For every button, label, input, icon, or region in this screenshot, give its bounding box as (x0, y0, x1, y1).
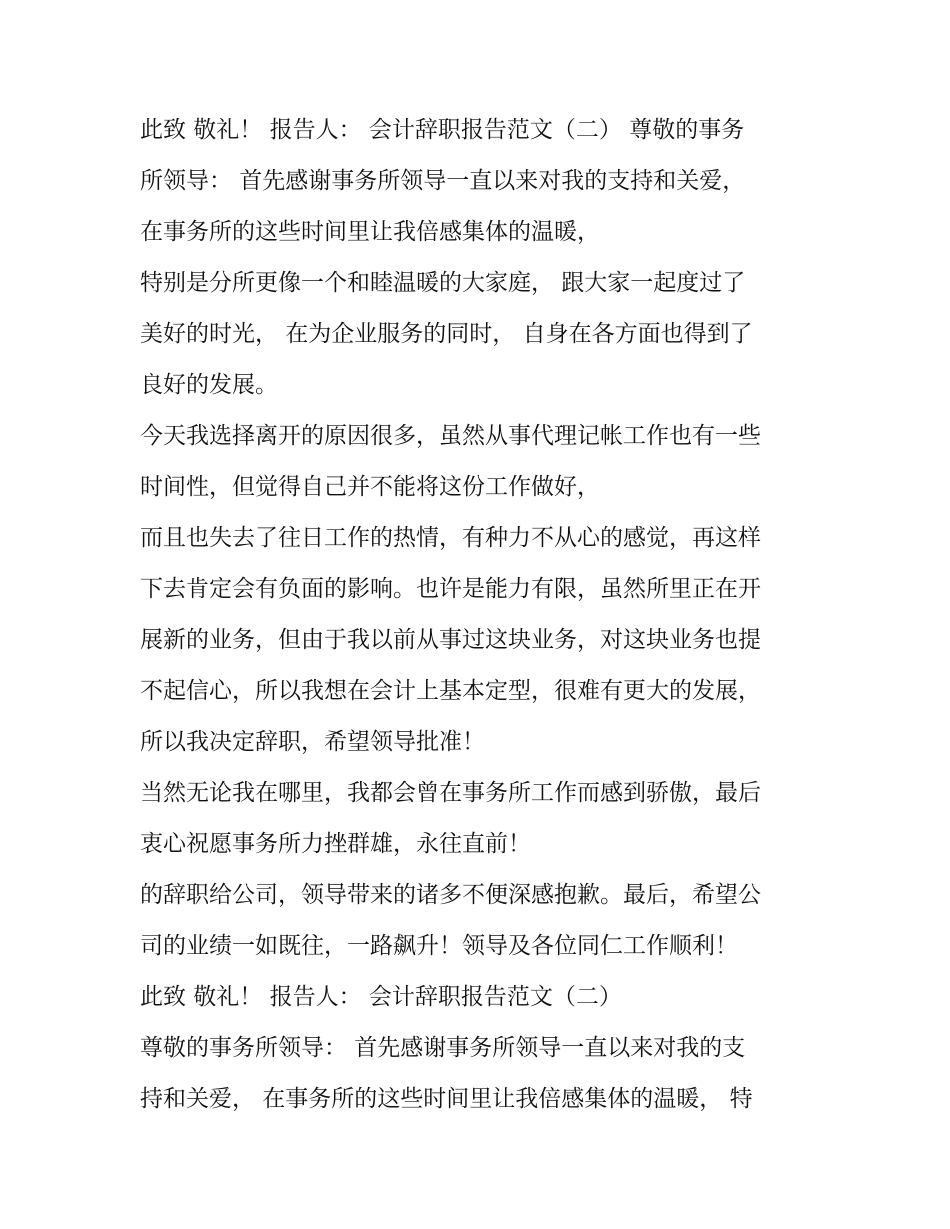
text-line: 的辞职给公司，领导带来的诸多不便深感抱歉。最后，希望公 (140, 882, 761, 908)
text-line: 展新的业务，但由于我以前从事过这块业务，对这块业务也提 (140, 627, 761, 653)
text-line: 此致 敬礼！ 报告人： 会计辞职报告范文（二） 尊敬的事务 (140, 117, 745, 143)
text-line: 司的业绩一如既往，一路飙升！领导及各位同仁工作顺利！ (140, 933, 738, 959)
text-line: 此致 敬礼！ 报告人： 会计辞职报告范文（二） (140, 984, 622, 1010)
text-line: 美好的时光， 在为企业服务的同时， 自身在各方面也得到了 (140, 321, 753, 347)
text-line: 所领导： 首先感谢事务所领导一直以来对我的支持和关爱， (140, 168, 746, 194)
text-line: 时间性，但觉得自己并不能将这份工作做好， (140, 474, 600, 500)
text-line: 在事务所的这些时间里让我倍感集体的温暖， (140, 219, 600, 245)
text-line: 持和关爱， 在事务所的这些时间里让我倍感集体的温暖， 特 (140, 1086, 753, 1112)
text-line: 不起信心，所以我想在会计上基本定型，很难有更大的发展， (140, 678, 761, 704)
document-body (140, 105, 830, 1125)
text-line: 特别是分所更像一个和睦温暖的大家庭， 跟大家一起度过了 (140, 270, 746, 296)
text-line: 当然无论我在哪里，我都会曾在事务所工作而感到骄傲，最后 (140, 780, 761, 806)
text-line: 所以我决定辞职，希望领导批准！ (140, 729, 485, 755)
text-line: 衷心祝愿事务所力挫群雄，永往直前！ (140, 831, 531, 857)
text-line: 今天我选择离开的原因很多，虽然从事代理记帐工作也有一些 (140, 423, 761, 449)
text-line: 而且也失去了往日工作的热情，有种力不从心的感觉，再这样 (140, 525, 761, 551)
text-line: 下去肯定会有负面的影响。也许是能力有限，虽然所里正在开 (140, 576, 761, 602)
text-line: 尊敬的事务所领导： 首先感谢事务所领导一直以来对我的支 (140, 1035, 746, 1061)
text-line: 良好的发展。 (140, 372, 278, 398)
